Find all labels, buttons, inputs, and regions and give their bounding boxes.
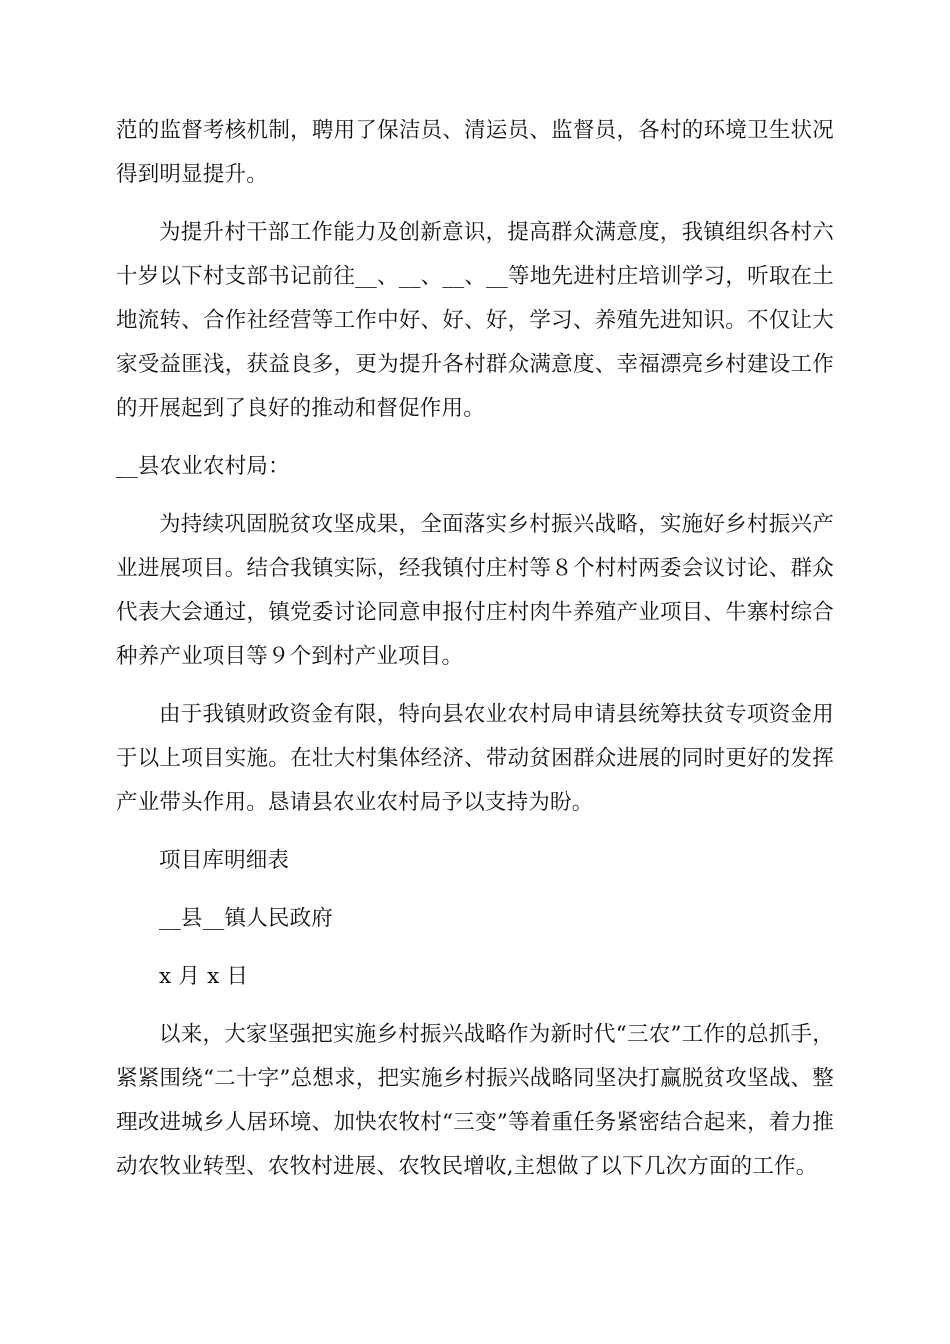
signature-date: x 月 x 日 xyxy=(159,964,249,989)
letter-salutation: __县农业农村局： xyxy=(116,454,290,479)
document-body xyxy=(116,109,834,1189)
attachment-title: 项目库明细表 xyxy=(159,848,290,873)
paragraph-sanitation-continuation: 范的监督考核机制，聘用了保洁员、清运员、监督员，各村的环境卫生状况得到明显提升。 xyxy=(116,118,834,187)
paragraph-funding-request: 由于我镇财政资金有限，特向县农业农村局申请县统筹扶贫专项资金用于以上项目实施。在壮大村集体经济、带动贫困群众进展的同时更好的发挥产业带头作用。恳请县农业农村局予以支持为盼。 xyxy=(116,702,834,815)
paragraph-cadre-training: 为提升村干部工作能力及创新意识，提高群众满意度，我镇组织各村六十岁以下村支部书记前往__、__、__、__等地先进村庄培训学习，听取在土地流转、合作社经营等工作中好、好、好，学习、养殖先进知识。不仅让大家受益匪浅，获益良多，更为提升各村群众满意度、幸福漂亮乡村建设工作的开展起到了良好的推动和督促作用。 xyxy=(116,220,834,421)
paragraph-rural-revitalization-summary: 以来，大家坚强把实施乡村振兴战略作为新时代“三农”工作的总抓手，紧紧围绕“二十字”总想求，把实施乡村振兴战略同坚决打赢脱贫攻坚战、整理改进城乡人居环境、加快农牧村“三变”等着重任务紧密结合起来，着力推动农牧业转型、农牧村进展、农牧民增收,主想做了以下几次方面的工作。 xyxy=(116,1022,834,1179)
signature-government: __县__镇人民政府 xyxy=(159,906,334,931)
paragraph-project-application: 为持续巩固脱贫攻坚成果，全面落实乡村振兴战略，实施好乡村振兴产业进展项目。结合我镇实际，经我镇付庄村等８个村村两委会议讨论、群众代表大会通过，镇党委讨论同意申报付庄村肉牛养殖产业项目、牛寨村综合种养产业项目等９个到村产业项目。 xyxy=(116,512,834,669)
